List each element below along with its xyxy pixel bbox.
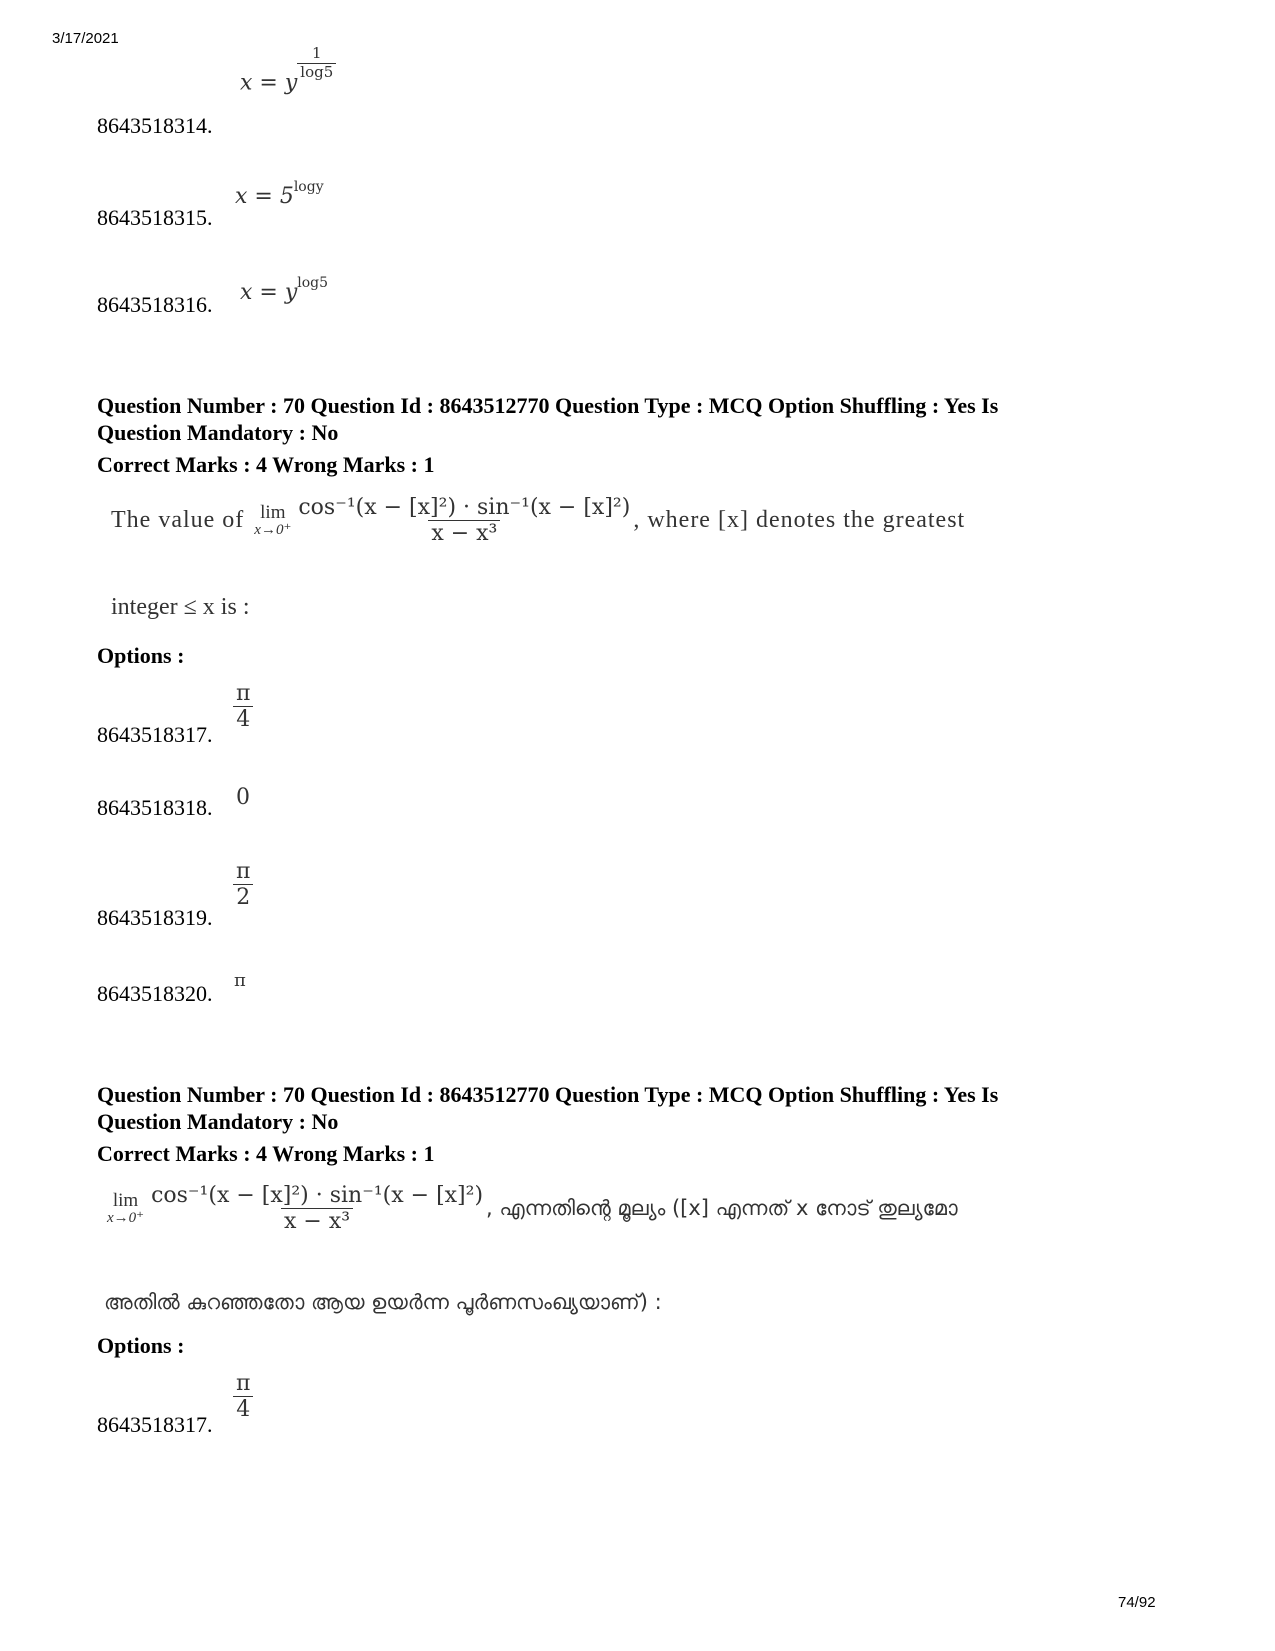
- fraction-numerator: cos⁻¹(x − [x]²) · sin⁻¹(x − [x]²): [151, 1183, 484, 1208]
- option-value: [233, 682, 253, 731]
- formula-base: x = y: [240, 280, 298, 305]
- question-text-line2: അതിൽ കുറഞ്ഞതോ ആയ ഉയർന്ന പൂർണസംഖ്യയാണ്) :: [104, 1290, 662, 1314]
- question-header: [97, 392, 1197, 478]
- question-meta-line1: Question Number : 70 Question Id : 8643512770 Question Type : MCQ Option Shuffling : Yes Is: [97, 393, 999, 418]
- option-id: 8643518317.: [97, 1412, 213, 1437]
- option-denominator: 2: [233, 884, 253, 909]
- exponent-denominator: log5: [297, 63, 336, 81]
- question-text-line2: integer ≤ x is :: [111, 594, 250, 620]
- option-id: 8643518315.: [97, 205, 213, 230]
- options-label: Options :: [97, 1333, 185, 1358]
- limit-operator: [107, 1191, 144, 1227]
- formula-exponent: log5: [297, 275, 329, 291]
- option-numerator: π: [236, 681, 251, 706]
- option-id: 8643518314.: [97, 113, 213, 138]
- question-marks: Correct Marks : 4 Wrong Marks : 1: [97, 1141, 435, 1166]
- limit-operator: [254, 503, 291, 539]
- option-id: 8643518317.: [97, 722, 213, 747]
- option-value: [233, 860, 253, 909]
- exponent-fraction: [297, 46, 336, 81]
- option-value: π: [234, 970, 246, 991]
- option-numerator: π: [236, 1371, 251, 1396]
- option-id: 8643518318.: [97, 795, 213, 820]
- question-tail: , എന്നതിന്റെ മൂല്യം ([x] എന്നത് x നോട് തുല്യമോ: [486, 1196, 958, 1221]
- question-meta-line2: Question Mandatory : No: [97, 1109, 339, 1134]
- formula-exponent: logy: [293, 179, 324, 195]
- limit-label: lim: [112, 1189, 139, 1211]
- question-header: [97, 1081, 1197, 1167]
- print-date: 3/17/2021: [52, 30, 119, 47]
- question-lead: The value of: [111, 507, 245, 534]
- option-denominator: 4: [233, 1396, 253, 1421]
- options-label: Options :: [97, 643, 185, 668]
- option-formula: [240, 44, 336, 101]
- question-meta-line1: Question Number : 70 Question Id : 8643512770 Question Type : MCQ Option Shuffling : Yes Is: [97, 1082, 999, 1107]
- limit-fraction: [148, 1184, 486, 1233]
- limit-subscript: x→0⁺: [254, 521, 292, 538]
- fraction-denominator: x − x³: [428, 520, 500, 545]
- limit-fraction: [295, 496, 633, 545]
- option-id: 8643518320.: [97, 981, 213, 1006]
- question-marks: Correct Marks : 4 Wrong Marks : 1: [97, 452, 435, 477]
- exponent-numerator: 1: [311, 44, 322, 62]
- question-meta-line2: Question Mandatory : No: [97, 420, 339, 445]
- option-id: 8643518319.: [97, 905, 213, 930]
- option-formula: [240, 275, 329, 305]
- option-value: 0: [236, 785, 250, 810]
- formula-base: x = y: [240, 70, 298, 96]
- option-id: 8643518316.: [97, 292, 213, 317]
- option-value: [233, 1372, 253, 1421]
- formula-base: x = 5: [235, 184, 294, 209]
- option-denominator: 4: [233, 706, 253, 731]
- fraction-numerator: cos⁻¹(x − [x]²) · sin⁻¹(x − [x]²): [298, 495, 631, 520]
- option-formula: [235, 179, 324, 209]
- question-text: [107, 1184, 958, 1233]
- fraction-denominator: x − x³: [281, 1208, 353, 1233]
- option-numerator: π: [236, 859, 251, 884]
- page-number: 74/92: [1118, 1594, 1156, 1611]
- limit-label: lim: [260, 501, 286, 523]
- question-tail: , where [x] denotes the greatest: [633, 507, 966, 534]
- limit-subscript: x→0⁺: [107, 1209, 145, 1226]
- question-text: [111, 496, 965, 545]
